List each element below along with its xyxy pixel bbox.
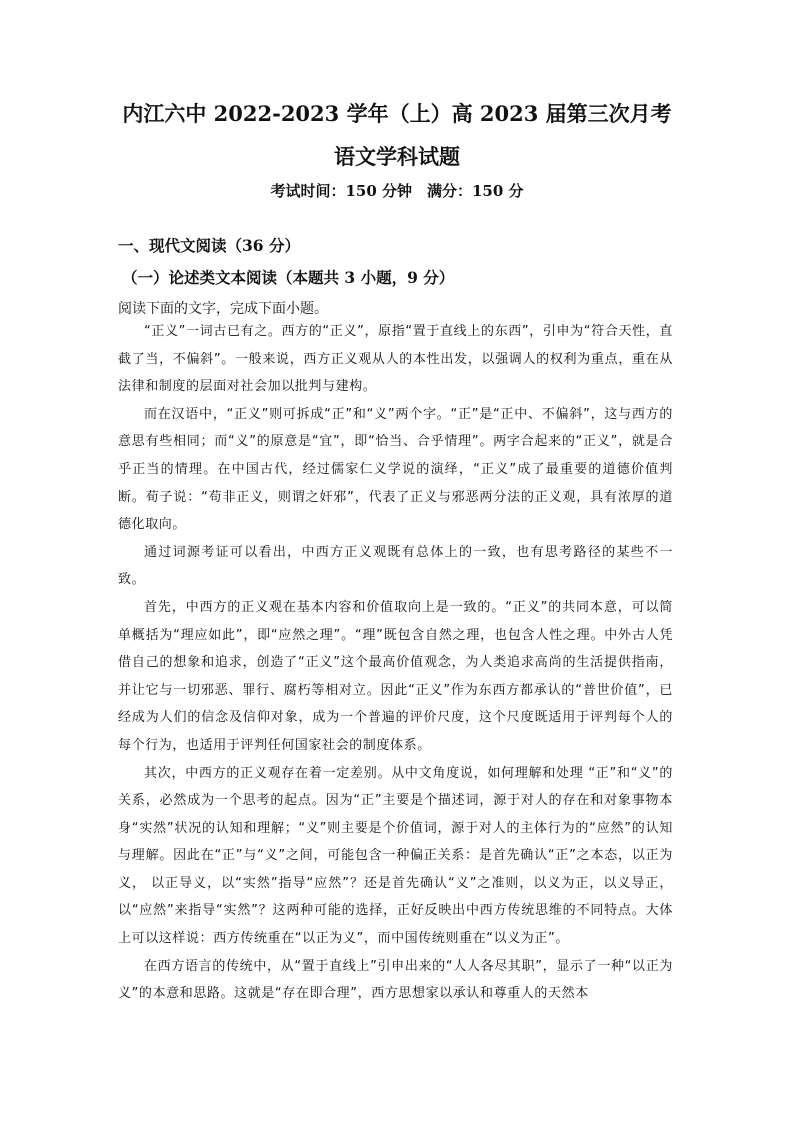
passage-paragraph-3: 通过词源考证可以看出，中西方正义观既有总体上的一致，也有思考路径的某些不一致。 (118, 544, 673, 588)
section-heading: 一、现代文阅读（36 分） (118, 236, 300, 255)
reading-instruction: 阅读下面的文字，完成下面小题。 (118, 301, 328, 317)
passage-paragraph-2: 而在汉语中，“正义”则可拆成“正”和“义”两个字。“正”是“正中、不偏斜”，这与西方的意思有些相同；而“义”的原意是“宜”，即“恰当、合乎情理”。两字合起来的“正义”，就是合乎正当的情理。在中国古代，经过儒家仁义学说的演绎，“正义”成了最重要的道德价值判断。荀子说：“苟非正义，则谓之奸邪”，代表了正义与邪恶两分法的正义观，具有浓厚的道德化取向。 (118, 406, 673, 533)
passage-paragraph-5: 其次，中西方的正义观存在着一定差别。从中文角度说，如何理解和处理 “正”和“义”的关系，必然成为一个思考的起点。因为“正”主要是个描述词，源于对人的存在和对象事物本身“实然”状况的认知和理解；“义”则主要是个价值词，源于对人的主体行为的“应然”的认知与理解。因此在“正”与“义”之间，可能包含一种偏正关系：是首先确认“正”之本态，以正为义， 以正导义，以“实然”指导“应然”？还是首先确认“义”之准则，以义为正，以义导正，以“应然”来指导“实然”？这两种可能的选择，正好反映出中西方传统思维的不同特点。大体上可以这样说：西方传统重在“以正为义”，而中国传统则重在“以义为正”。 (118, 765, 673, 947)
exam-info: 考试时间：150 分钟 满分：150 分 (270, 182, 524, 200)
exam-subject: 语文学科试题 (334, 144, 460, 169)
reading-passage (118, 318, 673, 1008)
passage-paragraph-1: “正义”一词古已有之。西方的“正义”，原指“置于直线上的东西”，引申为“符合天性，直截了当，不偏斜”。一般来说，西方正义观从人的本性出发，以强调人的权利为重点，重在从法律和制度的层面对社会加以批判与建构。 (118, 324, 673, 395)
passage-paragraph-4: 首先，中西方的正义观在基本内容和价值取向上是一致的。“正义”的共同本意，可以简单概括为“理应如此”，即“应然之理”。“理”既包含自然之理，也包含人性之理。中外古人凭借自己的想象和追求，创造了“正义”这个最高价值观念，为人类追求高尚的生活提供指南，并让它与一切邪恶、罪行、腐朽等相对立。因此“正义”作为东西方都承认的“普世价值”，已经成为人们的信念及信仰对象，成为一个普遍的评价尺度，这个尺度既适用于评判每个人的每个行为，也适用于评判任何国家社会的制度体系。 (118, 599, 673, 753)
sub-section-heading: （一）论述类文本阅读（本题共 3 小题，9 分） (122, 268, 455, 287)
exam-title: 内江六中 2022-2023 学年（上）高 2023 届第三次月考 (122, 101, 672, 126)
passage-paragraph-6: 在西方语言的传统中，从“置于直线上”引申出来的“人人各尽其职”，显示了一种“以正为义”的本意和思路。这就是“存在即合理”，西方思想家以承认和尊重人的天然本 (118, 958, 673, 1002)
